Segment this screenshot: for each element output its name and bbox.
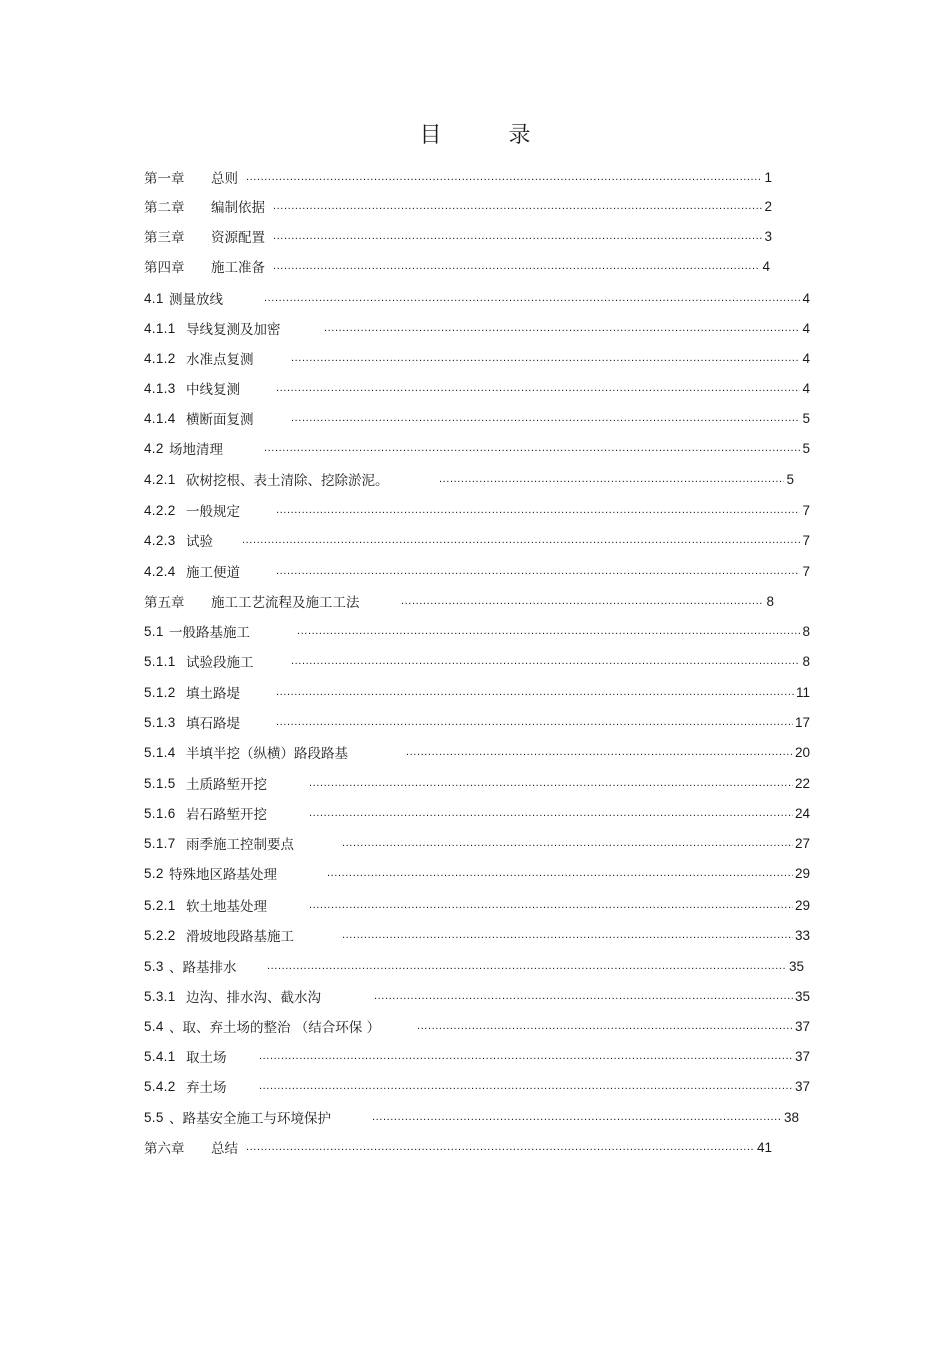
toc-page-number: 37 — [794, 1048, 810, 1064]
dot-leader — [246, 167, 762, 187]
toc-section-number: 5.1 — [144, 623, 164, 639]
toc-entry-5-1[interactable] — [144, 621, 810, 641]
dot-leader — [291, 408, 800, 428]
toc-entry-title: 边沟、排水沟、截水沟 — [186, 990, 321, 1006]
toc-page-number: 20 — [794, 744, 810, 760]
toc-page-number: 41 — [756, 1139, 772, 1155]
toc-entry-title: 雨季施工控制要点 — [186, 837, 294, 853]
toc-page-number: 4 — [802, 290, 810, 306]
toc-page-number: 17 — [794, 714, 810, 730]
toc-section-number: 5.2.1 — [144, 897, 176, 913]
toc-entry-5-4-2[interactable] — [144, 1076, 810, 1096]
toc-entry-title: 一般规定 — [186, 504, 240, 520]
dot-leader — [276, 500, 800, 520]
toc-page-number: 24 — [794, 805, 810, 821]
toc-page-number: 3 — [764, 228, 772, 244]
toc-page-number: 5 — [802, 410, 810, 426]
toc-section-number: 5.1.6 — [144, 805, 176, 821]
dot-leader — [259, 1076, 793, 1096]
toc-entry-title: 填石路堤 — [186, 716, 240, 732]
toc-entry-title: 弃土场 — [186, 1080, 227, 1096]
toc-entry-5-1-1[interactable] — [144, 651, 810, 671]
toc-entry-4-1-4[interactable] — [144, 408, 810, 428]
toc-entry-5-4[interactable] — [144, 1016, 810, 1036]
toc-page-number: 35 — [788, 958, 804, 974]
dot-leader — [372, 1107, 782, 1127]
toc-section-number: 4.2.3 — [144, 532, 176, 548]
toc-entry-5-3[interactable] — [144, 956, 804, 976]
toc-entry-title: 软土地基处理 — [186, 899, 267, 915]
toc-entry-5-1-3[interactable] — [144, 712, 810, 732]
toc-section-number: 5.5 — [144, 1109, 164, 1125]
toc-entry-4-1-2[interactable] — [144, 348, 810, 368]
toc-entry-title: 取土场 — [186, 1050, 227, 1066]
toc-section-number: 4.2.1 — [144, 471, 176, 487]
toc-page-number: 4 — [802, 350, 810, 366]
toc-entry-title: 水准点复测 — [186, 352, 254, 368]
toc-entry-5-2-2[interactable] — [144, 925, 810, 945]
toc-section-number: 5.1.7 — [144, 835, 176, 851]
toc-section-number: 5.3.1 — [144, 988, 176, 1004]
toc-page-number: 37 — [794, 1018, 810, 1034]
toc-page-number: 29 — [794, 897, 810, 913]
toc-section-number: 4.2.2 — [144, 502, 176, 518]
toc-entry-4-2-4[interactable] — [144, 561, 810, 581]
toc-entry-title: 资源配置 — [211, 230, 265, 246]
toc-entry-title: 特殊地区路基处理 — [169, 867, 277, 883]
toc-entry-title: 施工便道 — [186, 565, 240, 581]
dot-leader — [273, 226, 762, 246]
toc-section-number: 5.2 — [144, 865, 164, 881]
dot-leader — [406, 742, 793, 762]
dot-leader — [276, 712, 793, 732]
toc-section-number: 4.1.4 — [144, 410, 176, 426]
toc-entry-title: 一般路基施工 — [169, 625, 250, 641]
toc-entry-5-1-2[interactable] — [144, 682, 810, 702]
toc-chapter-label: 第一章 — [144, 171, 185, 187]
dot-leader — [242, 530, 800, 550]
dot-leader — [439, 469, 784, 489]
dot-leader — [324, 318, 800, 338]
dot-leader — [401, 591, 764, 611]
toc-entry-chapter-5[interactable] — [144, 591, 774, 611]
toc-chapter-label: 第四章 — [144, 260, 185, 276]
toc-page-number: 7 — [802, 532, 810, 548]
toc-chapter-label: 第二章 — [144, 200, 185, 216]
toc-page-number: 1 — [764, 169, 772, 185]
dot-leader — [291, 348, 800, 368]
toc-entry-title: 滑坡地段路基施工 — [186, 929, 294, 945]
toc-chapter-label: 第三章 — [144, 230, 185, 246]
toc-entry-chapter-3[interactable] — [144, 226, 772, 246]
toc-entry-title: 导线复测及加密 — [186, 322, 281, 338]
toc-entry-title: 、取、弃土场的整治 （结合环保 ） — [169, 1020, 381, 1036]
toc-chapter-label: 第五章 — [144, 595, 185, 611]
toc-entry-title: 半填半挖（纵横）路段路基 — [186, 746, 348, 762]
dot-leader — [309, 773, 793, 793]
toc-section-number: 4.2 — [144, 440, 164, 456]
toc-entry-5-1-4[interactable] — [144, 742, 810, 762]
toc-section-number: 5.2.2 — [144, 927, 176, 943]
toc-entry-title: 、路基安全施工与环境保护 — [169, 1111, 331, 1127]
toc-page-number: 8 — [802, 623, 810, 639]
toc-page-number: 4 — [762, 258, 770, 274]
toc-entry-4-2[interactable] — [144, 438, 810, 458]
dot-leader — [267, 956, 787, 976]
toc-page-number: 2 — [764, 198, 772, 214]
toc-entry-title: 、路基排水 — [169, 960, 237, 976]
toc-entry-4-2-2[interactable] — [144, 500, 810, 520]
toc-entry-5-2[interactable] — [144, 863, 810, 883]
toc-page-number: 27 — [794, 835, 810, 851]
toc-section-number: 5.1.3 — [144, 714, 176, 730]
toc-entry-5-1-7[interactable] — [144, 833, 810, 853]
toc-entry-5-2-1[interactable] — [144, 895, 810, 915]
toc-entry-title: 土质路堑开挖 — [186, 777, 267, 793]
dot-leader — [342, 925, 793, 945]
toc-section-number: 4.1 — [144, 290, 164, 306]
dot-leader — [374, 986, 793, 1006]
toc-page-number: 38 — [783, 1109, 799, 1125]
dot-leader — [264, 438, 800, 458]
toc-page-number: 5 — [802, 440, 810, 456]
toc-entry-title: 施工准备 — [211, 260, 265, 276]
toc-entry-title: 总结 — [211, 1141, 238, 1157]
toc-section-number: 4.1.2 — [144, 350, 176, 366]
toc-entry-5-5[interactable] — [144, 1107, 799, 1127]
toc-page-number: 5 — [786, 471, 794, 487]
toc-page-number: 8 — [766, 593, 774, 609]
toc-section-number: 5.1.2 — [144, 684, 176, 700]
dot-leader — [264, 288, 800, 308]
toc-entry-4-2-3[interactable] — [144, 530, 810, 550]
dot-leader — [276, 378, 800, 398]
dot-leader — [259, 1046, 793, 1066]
toc-entry-5-1-5[interactable] — [144, 773, 810, 793]
dot-leader — [342, 833, 793, 853]
toc-section-number: 5.4.1 — [144, 1048, 176, 1064]
toc-entry-title: 总则 — [211, 171, 238, 187]
dot-leader — [276, 561, 800, 581]
toc-entry-chapter-6[interactable] — [144, 1137, 772, 1157]
toc-page-number: 35 — [794, 988, 810, 1004]
toc-entry-title: 试验段施工 — [186, 655, 254, 671]
toc-page-number: 22 — [794, 775, 810, 791]
toc-entry-4-1-3[interactable] — [144, 378, 810, 398]
toc-entry-4-1-1[interactable] — [144, 318, 810, 338]
dot-leader — [273, 256, 760, 276]
toc-entry-chapter-2[interactable] — [144, 196, 772, 216]
toc-entry-chapter-1[interactable] — [144, 167, 772, 187]
toc-entry-4-1[interactable] — [144, 288, 810, 308]
toc-section-number: 5.1.4 — [144, 744, 176, 760]
toc-page-number: 8 — [802, 653, 810, 669]
toc-entry-title: 场地清理 — [169, 442, 223, 458]
toc-entry-title: 中线复测 — [186, 382, 240, 398]
toc-page-number: 33 — [794, 927, 810, 943]
toc-entry-5-3-1[interactable] — [144, 986, 810, 1006]
dot-leader — [273, 196, 762, 216]
toc-page-number: 11 — [795, 684, 810, 700]
toc-page-number: 29 — [794, 865, 810, 881]
toc-entry-title: 施工工艺流程及施工工法 — [211, 595, 360, 611]
toc-page-number: 7 — [802, 563, 810, 579]
toc-section-number: 5.4.2 — [144, 1078, 176, 1094]
dot-leader — [327, 863, 793, 883]
toc-page-number: 4 — [802, 320, 810, 336]
toc-section-number: 4.2.4 — [144, 563, 176, 579]
toc-section-number: 5.4 — [144, 1018, 164, 1034]
toc-entry-chapter-4[interactable] — [144, 256, 770, 276]
toc-section-number: 5.1.1 — [144, 653, 176, 669]
toc-entry-title: 填土路堤 — [186, 686, 240, 702]
dot-leader — [417, 1016, 793, 1036]
toc-entry-title: 测量放线 — [169, 292, 223, 308]
toc-entry-4-2-1[interactable] — [144, 469, 794, 489]
toc-page-number: 37 — [794, 1078, 810, 1094]
toc-section-number: 5.1.5 — [144, 775, 176, 791]
page-title: 目 录 — [419, 123, 561, 148]
toc-entry-title: 试验 — [186, 534, 213, 550]
toc-section-number: 4.1.3 — [144, 380, 176, 396]
toc-entry-5-4-1[interactable] — [144, 1046, 810, 1066]
toc-section-number: 5.3 — [144, 958, 164, 974]
toc-chapter-label: 第六章 — [144, 1141, 185, 1157]
toc-entry-title: 岩石路堑开挖 — [186, 807, 267, 823]
dot-leader — [246, 1137, 755, 1157]
toc-page-number: 4 — [802, 380, 810, 396]
dot-leader — [276, 682, 794, 702]
dot-leader — [291, 651, 800, 671]
dot-leader — [309, 803, 793, 823]
toc-entry-title: 编制依据 — [211, 200, 265, 216]
toc-entry-title: 横断面复测 — [186, 412, 254, 428]
toc-section-number: 4.1.1 — [144, 320, 176, 336]
toc-page-number: 7 — [802, 502, 810, 518]
toc-entry-title: 砍树挖根、表土清除、挖除淤泥。 — [186, 473, 389, 489]
toc-entry-5-1-6[interactable] — [144, 803, 810, 823]
dot-leader — [309, 895, 793, 915]
dot-leader — [297, 621, 800, 641]
